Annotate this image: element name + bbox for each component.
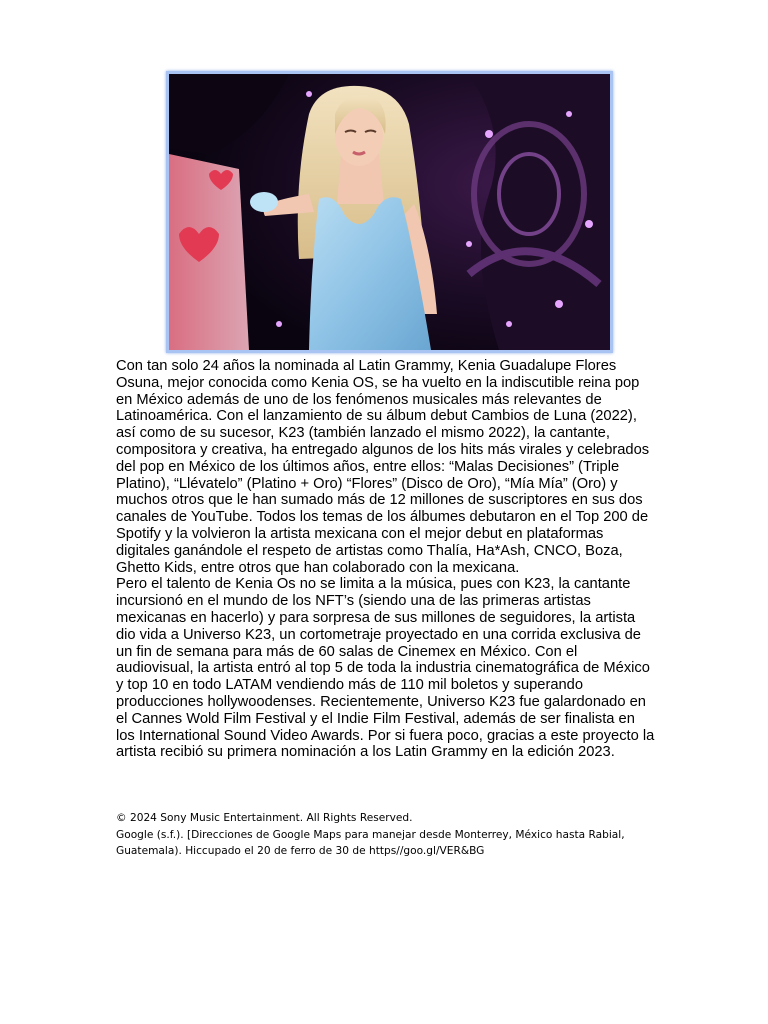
article-paragraph-2: Pero el talento de Kenia Os no se limita a la música, pues con K23, la cantante incursionó en el mundo de los NFT’s (siendo una de las primeras artistas mexicanas en hacerlo) y para sorpresa de sus millones de seguidores, la artista dio vida a Universo K23, un cortometraje proyectado en una corrida exclusiva de un fin de semana para más de 60 salas de Cinemex en México. Con el audiovisual, la artista entró al top 5 de toda la industria cinematográfica de México y top 10 en todo LATAM vendiendo más de 110 mil boletos y superando producciones hollywoodenses. Recientemente, Universo K23 fue galardonado en el Cannes Wold Film Festival y el Indie Film Festival, además de ser finalista en los International Sound Video Awards. Por si fuera poco, gracias a este proyecto la artista recibió su primera nominación a los Latin Grammy en la edición 2023.	[116, 576, 655, 761]
concert-stage-illustration	[169, 74, 610, 350]
copyright-notice: © 2024 Sony Music Entertainment. All Rights Reserved.	[116, 812, 413, 824]
article-body	[116, 358, 656, 761]
citation-reference: Google (s.f.). [Direcciones de Google Maps para manejar desde Monterrey, México hasta Rabial, Guatemala). Hiccupado el 20 de ferro de 30 de https//goo.gl/VER&BG	[116, 828, 625, 857]
artist-photo	[166, 71, 613, 353]
footnotes	[116, 810, 656, 860]
article-paragraph-1: Con tan solo 24 años la nominada al Latin Grammy, Kenia Guadalupe Flores Osuna, mejor conocida como Kenia OS, se ha vuelto en la indiscutible reina pop en México además de uno de los fenómenos musicales más relevantes de Latinoamérica. Con el lanzamiento de su álbum debut Cambios de Luna (2022), así como de su sucesor, K23 (también lanzado el mismo 2022), la cantante, compositora y creativa, ha entregado algunos de los hits más virales y celebrados del pop en México de los últimos años, entre ellos: “Malas Decisiones” (Triple Platino), “Llévatelo” (Platino + Oro) “Flores” (Disco de Oro), “Mía Mía” (Oro) y muchos otros que le han sumado más de 12 millones de suscriptores en sus dos canales de YouTube. Todos los temas de los álbumes debutaron en el Top 200 de Spotify y la volvieron la artista mexicana con el mejor debut en plataformas digitales ganándole el respeto de artistas como Thalía, Ha*Ash, CNCO, Boza, Ghetto Kids, entre otros que han colaborado con la mexicana.	[116, 358, 650, 576]
